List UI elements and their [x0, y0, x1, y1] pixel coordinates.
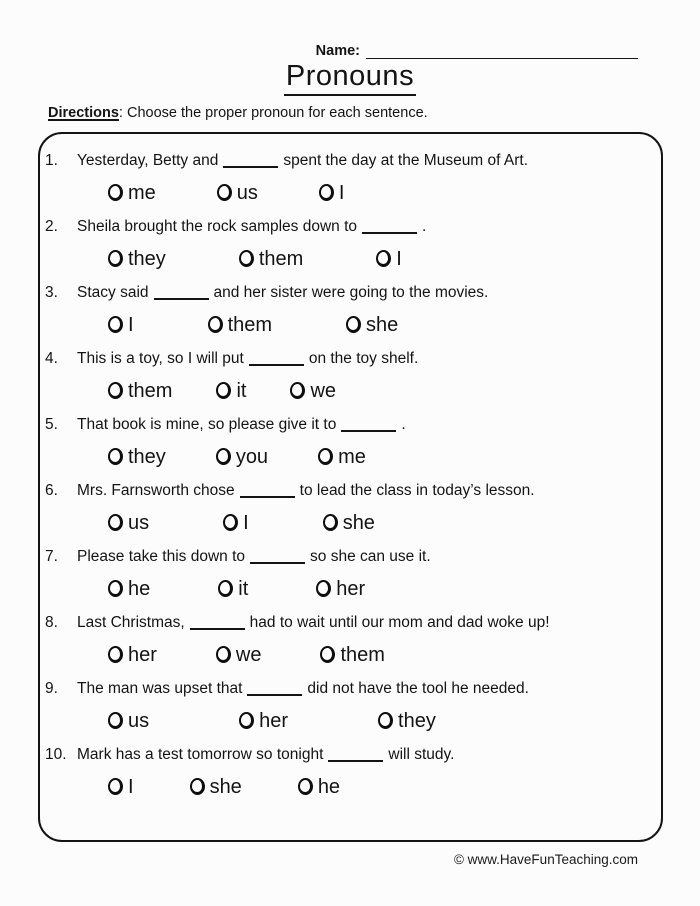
option-choice[interactable]	[298, 777, 340, 797]
option-choice[interactable]	[318, 447, 366, 467]
option-choice[interactable]	[208, 315, 272, 335]
question-2	[45, 217, 653, 271]
question-post: and her sister were going to the movies.	[213, 283, 489, 301]
radio-button-icon[interactable]	[318, 448, 333, 465]
radio-button-icon[interactable]	[108, 184, 123, 201]
options-row	[45, 577, 653, 601]
option-label: us	[128, 511, 150, 534]
directions-label: Directions	[48, 104, 119, 121]
question-line	[45, 613, 653, 633]
question-line	[45, 217, 653, 237]
answer-blank	[328, 749, 383, 762]
radio-button-icon[interactable]	[216, 382, 231, 399]
options-row	[45, 379, 653, 403]
question-line	[45, 679, 653, 699]
question-pre: That book is mine, so please give it to	[77, 415, 337, 433]
option-choice[interactable]	[290, 381, 336, 401]
option-label: they	[128, 445, 166, 468]
question-number: 4.	[45, 349, 58, 367]
question-line	[45, 745, 653, 765]
options-row	[45, 445, 653, 469]
question-line	[45, 349, 653, 369]
question-pre: Yesterday, Betty and	[77, 151, 219, 169]
option-choice[interactable]	[108, 513, 149, 533]
question-line	[45, 283, 653, 303]
option-label: he	[317, 775, 341, 798]
option-label: she	[366, 313, 399, 336]
question-pre: Mrs. Farnsworth chose	[77, 481, 235, 499]
option-label: we	[235, 643, 262, 666]
question-6	[45, 481, 653, 535]
radio-button-icon[interactable]	[290, 382, 305, 399]
option-label: them	[258, 247, 304, 270]
radio-button-icon[interactable]	[323, 514, 338, 531]
options-row	[45, 643, 653, 667]
worksheet-box	[38, 132, 663, 842]
option-label: I	[128, 775, 134, 798]
option-choice[interactable]	[108, 381, 172, 401]
option-choice[interactable]	[316, 579, 365, 599]
name-row	[0, 40, 700, 59]
question-line	[45, 481, 653, 501]
question-pre: Stacy said	[77, 283, 149, 301]
question-line	[45, 415, 653, 435]
radio-button-icon[interactable]	[320, 646, 335, 663]
question-post: .	[401, 415, 406, 433]
question-4	[45, 349, 653, 403]
option-label: us	[128, 709, 150, 732]
radio-button-icon[interactable]	[208, 316, 223, 333]
radio-button-icon[interactable]	[108, 316, 123, 333]
option-choice[interactable]	[239, 711, 288, 731]
directions-text: : Choose the proper pronoun for each sentence.	[118, 104, 428, 121]
option-label: it	[238, 577, 249, 600]
option-choice[interactable]	[378, 711, 436, 731]
radio-button-icon[interactable]	[239, 712, 254, 729]
option-label: them	[128, 379, 173, 402]
option-label: her	[259, 709, 289, 732]
radio-button-icon[interactable]	[216, 646, 231, 663]
option-choice[interactable]	[217, 183, 258, 203]
option-label: she	[342, 511, 375, 534]
question-pre: This is a toy, so I will put	[77, 349, 244, 367]
question-pre: Last Christmas,	[77, 613, 185, 631]
option-label: her	[336, 577, 366, 600]
option-label: me	[338, 445, 366, 468]
option-choice[interactable]	[218, 579, 248, 599]
question-post: spent the day at the Museum of Art.	[283, 151, 529, 169]
question-post: did not have the tool he needed.	[307, 679, 529, 697]
option-choice[interactable]	[108, 315, 134, 335]
option-choice[interactable]	[108, 579, 150, 599]
question-10	[45, 745, 653, 799]
option-label: he	[128, 577, 151, 600]
option-choice[interactable]	[108, 711, 149, 731]
option-choice[interactable]	[239, 249, 303, 269]
question-8	[45, 613, 653, 667]
option-label: I	[338, 181, 345, 204]
radio-button-icon[interactable]	[216, 448, 231, 465]
radio-button-icon[interactable]	[378, 712, 393, 729]
question-5	[45, 415, 653, 469]
question-post: on the toy shelf.	[308, 349, 419, 367]
radio-button-icon[interactable]	[223, 514, 238, 531]
option-choice[interactable]	[108, 183, 156, 203]
option-choice[interactable]	[216, 645, 262, 665]
radio-button-icon[interactable]	[316, 580, 331, 597]
question-pre: The man was upset that	[77, 679, 243, 697]
radio-button-icon[interactable]	[190, 778, 205, 795]
name-label: Name:	[315, 43, 360, 59]
option-choice[interactable]	[108, 447, 166, 467]
radio-button-icon[interactable]	[239, 250, 254, 267]
option-label: I	[128, 313, 134, 336]
radio-button-icon[interactable]	[108, 448, 123, 465]
option-label: us	[236, 181, 258, 204]
option-label: she	[209, 775, 242, 798]
option-label: you	[235, 445, 269, 468]
answer-blank	[362, 221, 417, 234]
option-choice[interactable]	[108, 777, 134, 797]
question-7	[45, 547, 653, 601]
option-choice[interactable]	[108, 249, 166, 269]
answer-blank	[249, 353, 304, 366]
radio-button-icon[interactable]	[319, 184, 334, 201]
option-label: I	[396, 247, 402, 270]
option-label: it	[236, 379, 247, 402]
question-number: 7.	[45, 547, 58, 565]
answer-blank	[223, 155, 278, 168]
title-row	[0, 61, 700, 96]
question-post: .	[422, 217, 427, 235]
directions	[48, 105, 700, 121]
question-1	[45, 151, 653, 205]
options-row	[45, 511, 653, 535]
radio-button-icon[interactable]	[108, 778, 123, 795]
answer-blank	[240, 485, 295, 498]
question-line	[45, 547, 653, 567]
radio-button-icon[interactable]	[376, 250, 391, 267]
page-title: Pronouns	[284, 61, 416, 96]
answer-blank	[341, 419, 396, 432]
question-post: to lead the class in today’s lesson.	[299, 481, 535, 499]
question-3	[45, 283, 653, 337]
option-choice[interactable]	[190, 777, 242, 797]
radio-button-icon[interactable]	[108, 580, 123, 597]
copyright-text: © www.HaveFunTeaching.com	[453, 851, 638, 867]
option-choice[interactable]	[323, 513, 375, 533]
option-choice[interactable]	[346, 315, 398, 335]
answer-blank	[190, 617, 245, 630]
option-choice[interactable]	[319, 183, 345, 203]
radio-button-icon[interactable]	[108, 514, 123, 531]
answer-blank	[247, 683, 302, 696]
question-number: 8.	[45, 613, 58, 631]
name-input-line[interactable]	[366, 44, 638, 59]
question-number: 1.	[45, 151, 58, 169]
radio-button-icon[interactable]	[108, 646, 123, 663]
option-label: we	[310, 379, 337, 402]
question-pre: Please take this down to	[77, 547, 246, 565]
option-label: me	[128, 181, 156, 204]
option-choice[interactable]	[320, 645, 384, 665]
options-row	[45, 775, 653, 799]
option-label: them	[340, 643, 385, 666]
question-number: 3.	[45, 283, 58, 301]
question-9	[45, 679, 653, 733]
question-number: 5.	[45, 415, 58, 433]
option-choice[interactable]	[216, 447, 268, 467]
option-label: they	[128, 247, 166, 270]
options-row	[45, 709, 653, 733]
option-choice[interactable]	[376, 249, 402, 269]
option-label: I	[243, 511, 249, 534]
radio-button-icon[interactable]	[108, 712, 123, 729]
option-choice[interactable]	[216, 381, 246, 401]
radio-button-icon[interactable]	[218, 580, 233, 597]
option-label: them	[227, 313, 273, 336]
question-line	[45, 151, 653, 171]
options-row	[45, 313, 653, 337]
question-pre: Sheila brought the rock samples down to	[77, 217, 358, 235]
radio-button-icon[interactable]	[108, 382, 123, 399]
question-pre: Mark has a test tomorrow so tonight	[77, 745, 324, 763]
options-row	[45, 181, 653, 205]
option-choice[interactable]	[223, 513, 249, 533]
answer-blank	[250, 551, 305, 564]
question-post: will study.	[388, 745, 455, 763]
answer-blank	[154, 287, 209, 300]
question-post: had to wait until our mom and dad woke up!	[249, 613, 550, 631]
question-number: 9.	[45, 679, 58, 697]
question-post: so she can use it.	[310, 547, 431, 565]
option-label: they	[398, 709, 436, 732]
radio-button-icon[interactable]	[298, 778, 313, 795]
options-row	[45, 247, 653, 271]
radio-button-icon[interactable]	[217, 184, 232, 201]
option-label: her	[128, 643, 157, 666]
question-number: 2.	[45, 217, 58, 235]
option-choice[interactable]	[108, 645, 157, 665]
footer	[0, 852, 700, 867]
radio-button-icon[interactable]	[108, 250, 123, 267]
question-number: 6.	[45, 481, 58, 499]
question-number: 10.	[45, 745, 67, 763]
radio-button-icon[interactable]	[346, 316, 361, 333]
